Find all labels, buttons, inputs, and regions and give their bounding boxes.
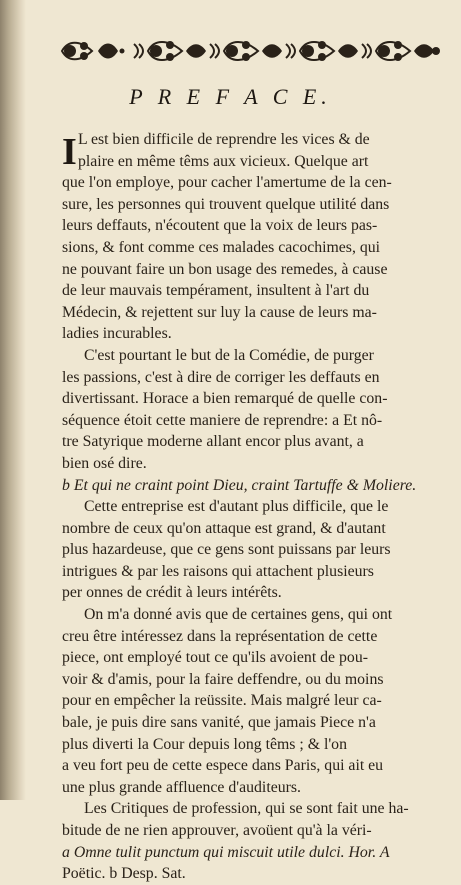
text-line: creu être intéressez dans la représentation de cette xyxy=(62,627,378,645)
book-gutter xyxy=(0,0,26,800)
text-line: Les Critiques de profession, qui se sont fait une ha- xyxy=(84,800,409,818)
fleuron-icon xyxy=(62,42,125,60)
ornament-band xyxy=(58,36,444,66)
text-line: a veu fort peu de cette espece dans Paris, qui ait eu xyxy=(62,757,384,775)
text-line: nombre de ceux qu'on attaque est grand, & d'autant xyxy=(62,519,386,537)
text-line: de leur mauvais tempérament, insultent à l'art du xyxy=(62,282,370,300)
text-line: ne pouvant faire un bon usage des remedes, à cause xyxy=(62,260,388,278)
text-line: séquence étoit cette maniere de reprendre: a Et nô- xyxy=(62,411,383,429)
text-line: sions, & font comme ces malades cacochimes, qui xyxy=(62,238,381,256)
text-line: Cette entreprise est d'autant plus difficile, que le xyxy=(84,498,389,516)
text-line: voir & d'amis, pour la faire deffendre, ou du moins xyxy=(62,670,384,688)
text-line: plus diverti la Cour depuis long têms ; & l'on xyxy=(62,735,347,753)
text-line: pour en empêcher la reüssite. Mais malgré leur ca- xyxy=(62,692,382,710)
text-line: que l'on employe, pour cacher l'amertume de la cen- xyxy=(62,174,392,192)
text-line: bien osé dire. xyxy=(62,454,147,472)
text-line: divertissant. Horace a bien remarqué de quelle con- xyxy=(62,390,388,408)
text-line: une plus grande affluence d'auditeurs. xyxy=(62,778,301,796)
text-line: On m'a donné avis que de certaines gens, qui ont xyxy=(84,606,393,624)
text-line: plaire en même têms aux vicieux. Quelque art xyxy=(78,152,369,170)
text-line: per onnes de crédit à leurs intérêts. xyxy=(62,584,282,602)
body-text xyxy=(62,129,460,885)
text-line: ladies incurables. xyxy=(62,325,172,343)
text-line: leurs deffauts, n'écoutent que la voix de leurs pas- xyxy=(62,217,378,235)
text-line: L est bien difficile de reprendre les vices & de xyxy=(78,131,370,148)
page-title: P R E F A C E. xyxy=(129,84,332,109)
text-line: sure, les personnes qui trouvent quelque utilité dans xyxy=(62,195,390,213)
text-line: tre Satyrique moderne allant encor plus avant, a xyxy=(62,433,364,451)
text-line: bale, je puis dire sans vanité, que jamais Piece n'a xyxy=(62,714,376,732)
text-line: C'est pourtant le but de la Comédie, de purger xyxy=(84,346,374,364)
text-line: a Omne tulit punctum qui miscuit utile dulci. Hor. A xyxy=(62,843,390,861)
text-line: Poëtic. b Desp. Sat. xyxy=(62,865,186,883)
text-line: plus hazardeuse, que ce gens sont puissans par leurs xyxy=(62,541,391,559)
drop-cap: I xyxy=(62,131,77,173)
text-line: piece, ont employé tout ce qu'ils avoient de pou- xyxy=(62,649,368,667)
text-line: bitude de ne rien approuver, avoüent qu'à la véri- xyxy=(62,822,372,839)
text-line: Médecin, & rejettent sur luy la cause de leurs ma- xyxy=(62,303,377,321)
text-line: b Et qui ne craint point Dieu, craint Tartuffe & Moliere. xyxy=(62,476,417,494)
text-line: les passions, c'est à dire de corriger les deffauts en xyxy=(62,368,380,386)
text-line: intrigues & par les raisons qui attachent plusieurs xyxy=(62,562,374,580)
